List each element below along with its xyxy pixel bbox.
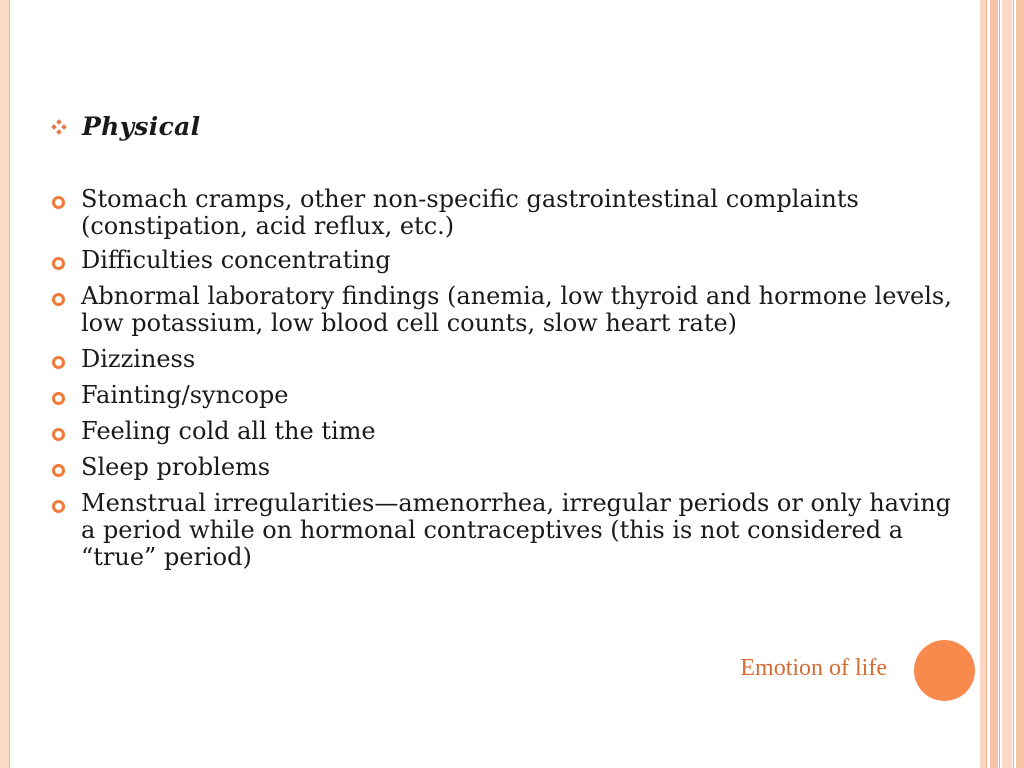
right-stripe-line bbox=[999, 0, 1000, 768]
right-stripe bbox=[1002, 0, 1012, 768]
slide-heading: Physical bbox=[82, 112, 201, 141]
circle-ornament-icon bbox=[914, 640, 975, 701]
bullet-list bbox=[52, 186, 952, 580]
list-item-text: Menstrual irregularities—amenorrhea, irregular periods or only having a period while on hormonal contraceptives (this is not considered a “true” period) bbox=[81, 489, 952, 571]
list-item-text: Stomach cramps, other non-specific gastrointestinal complaints (constipation, acid reflux, etc.) bbox=[81, 185, 859, 240]
ring-bullet-icon bbox=[52, 257, 65, 270]
list-item bbox=[52, 418, 952, 445]
ring-bullet-icon bbox=[52, 196, 65, 209]
ring-bullet-icon bbox=[52, 500, 65, 513]
ring-bullet-icon bbox=[52, 464, 65, 477]
footer-text: Emotion of life bbox=[740, 655, 887, 681]
ring-bullet-icon bbox=[52, 392, 65, 405]
list-item bbox=[52, 247, 952, 274]
list-item-text: Sleep problems bbox=[81, 453, 271, 481]
left-border-decoration bbox=[0, 0, 10, 768]
list-item-text: Fainting/syncope bbox=[81, 381, 289, 409]
right-stripe-line bbox=[986, 0, 987, 768]
ring-bullet-icon bbox=[52, 293, 65, 306]
list-item-text: Feeling cold all the time bbox=[81, 417, 376, 445]
list-item-text: Abnormal laboratory findings (anemia, low thyroid and hormone levels, low potassium, low blood cell counts, slow heart rate) bbox=[81, 282, 952, 337]
heading-row bbox=[52, 112, 200, 141]
list-item-text: Dizziness bbox=[81, 345, 196, 373]
list-item bbox=[52, 186, 952, 240]
list-item bbox=[52, 454, 952, 481]
ring-bullet-icon bbox=[52, 428, 65, 441]
ring-bullet-icon bbox=[52, 356, 65, 369]
right-stripe bbox=[990, 0, 998, 768]
diamond-bullet-icon bbox=[52, 120, 66, 134]
list-item bbox=[52, 283, 952, 337]
list-item bbox=[52, 490, 952, 571]
list-item bbox=[52, 346, 952, 373]
right-stripe bbox=[1016, 0, 1024, 768]
right-stripe-line bbox=[1013, 0, 1014, 768]
list-item-text: Difficulties concentrating bbox=[81, 246, 391, 274]
list-item bbox=[52, 382, 952, 409]
